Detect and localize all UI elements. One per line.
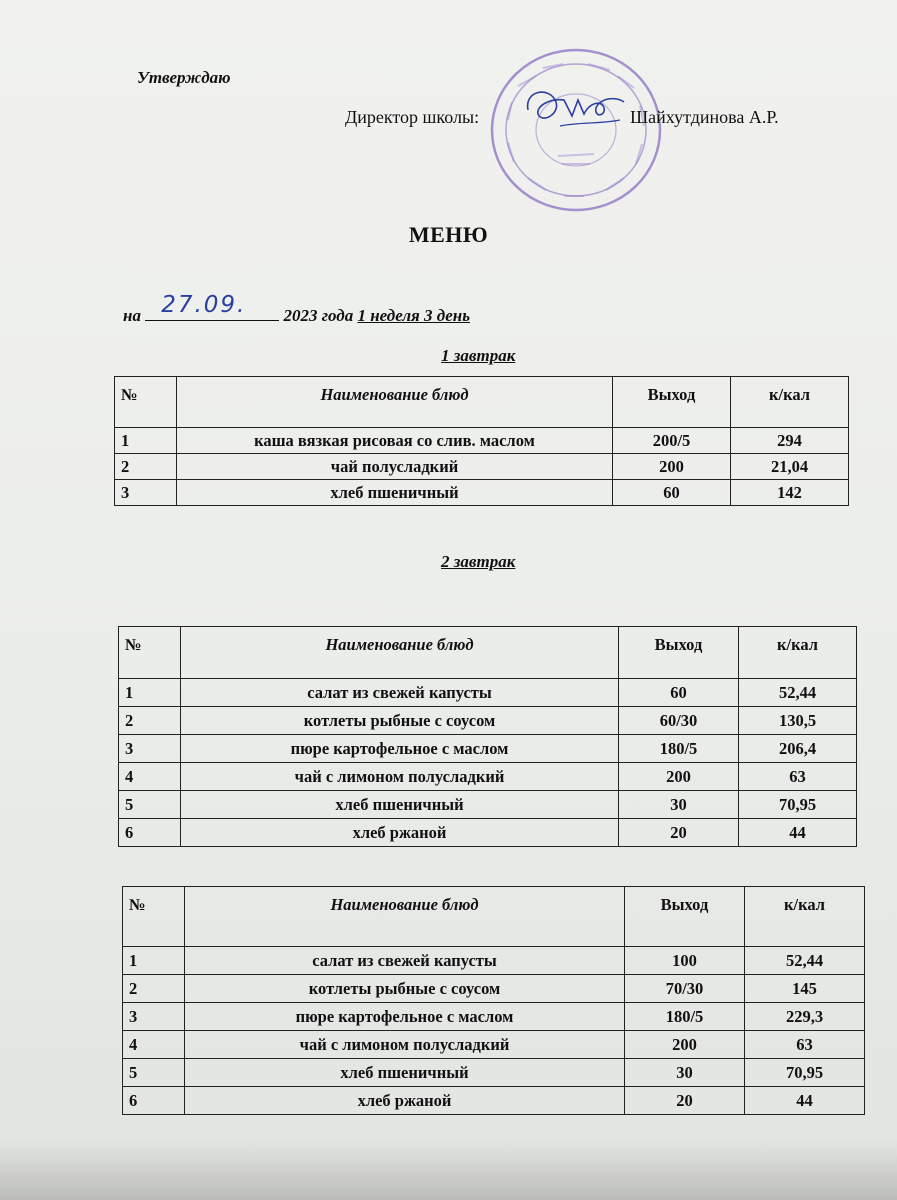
- table-header-row: [123, 887, 865, 947]
- row-kcal: 130,5: [739, 707, 857, 735]
- row-kcal: 294: [731, 428, 849, 454]
- row-kcal: 70,95: [745, 1059, 865, 1087]
- table-row: [115, 480, 849, 506]
- menu-table-breakfast-2: [118, 626, 857, 847]
- row-num: 1: [115, 428, 177, 454]
- row-kcal: 206,4: [739, 735, 857, 763]
- menu-table-breakfast-1: [114, 376, 849, 506]
- row-dish: хлеб ржаной: [185, 1087, 625, 1115]
- table-row: [123, 1059, 865, 1087]
- row-kcal: 142: [731, 480, 849, 506]
- row-kcal: 44: [739, 819, 857, 847]
- col-name-header: Наименование блюд: [177, 377, 613, 428]
- row-dish: чай полусладкий: [177, 454, 613, 480]
- menu-table-section-3: [122, 886, 865, 1115]
- table-row: [119, 735, 857, 763]
- row-num: 1: [123, 947, 185, 975]
- col-name-header: Наименование блюд: [181, 627, 619, 679]
- row-output: 200/5: [613, 428, 731, 454]
- row-dish: хлеб пшеничный: [181, 791, 619, 819]
- row-output: 200: [619, 763, 739, 791]
- row-dish: хлеб пшеничный: [185, 1059, 625, 1087]
- row-num: 4: [123, 1031, 185, 1059]
- row-kcal: 44: [745, 1087, 865, 1115]
- row-output: 20: [625, 1087, 745, 1115]
- row-num: 5: [123, 1059, 185, 1087]
- table-row: [123, 1087, 865, 1115]
- section-title-breakfast-2: 2 завтрак: [441, 552, 516, 571]
- row-dish: чай с лимоном полусладкий: [181, 763, 619, 791]
- row-dish: хлеб пшеничный: [177, 480, 613, 506]
- row-output: 200: [625, 1031, 745, 1059]
- row-dish: котлеты рыбные с соусом: [181, 707, 619, 735]
- director-name: Шайхутдинова А.Р.: [630, 107, 779, 127]
- col-kcal-header: к/кал: [731, 377, 849, 428]
- table-row: [123, 1003, 865, 1031]
- col-output-header: Выход: [625, 887, 745, 947]
- row-dish: пюре картофельное с маслом: [185, 1003, 625, 1031]
- col-kcal-header: к/кал: [739, 627, 857, 679]
- row-num: 6: [119, 819, 181, 847]
- table-row: [119, 707, 857, 735]
- col-kcal-header: к/кал: [745, 887, 865, 947]
- row-output: 60/30: [619, 707, 739, 735]
- row-num: 3: [123, 1003, 185, 1031]
- row-output: 30: [619, 791, 739, 819]
- row-kcal: 21,04: [731, 454, 849, 480]
- section-title-breakfast-1: 1 завтрак: [441, 346, 516, 365]
- row-num: 2: [115, 454, 177, 480]
- row-kcal: 63: [745, 1031, 865, 1059]
- table-row: [115, 454, 849, 480]
- row-output: 70/30: [625, 975, 745, 1003]
- row-num: 2: [119, 707, 181, 735]
- row-dish: салат из свежей капусты: [185, 947, 625, 975]
- director-label: Директор школы:: [345, 107, 480, 127]
- col-num-header: №: [115, 377, 177, 428]
- table-row: [115, 428, 849, 454]
- row-output: 200: [613, 454, 731, 480]
- row-kcal: 52,44: [745, 947, 865, 975]
- row-dish: чай с лимоном полусладкий: [185, 1031, 625, 1059]
- table-row: [119, 679, 857, 707]
- row-dish: хлеб ржаной: [181, 819, 619, 847]
- row-num: 6: [123, 1087, 185, 1115]
- row-kcal: 229,3: [745, 1003, 865, 1031]
- table-row: [119, 763, 857, 791]
- date-year: 2023 года: [283, 306, 354, 325]
- row-num: 3: [119, 735, 181, 763]
- table-row: [123, 947, 865, 975]
- col-output-header: Выход: [619, 627, 739, 679]
- table-row: [119, 791, 857, 819]
- table-header-row: [119, 627, 857, 679]
- row-dish: пюре картофельное с маслом: [181, 735, 619, 763]
- row-kcal: 52,44: [739, 679, 857, 707]
- row-num: 5: [119, 791, 181, 819]
- table-row: [123, 975, 865, 1003]
- row-dish: салат из свежей капусты: [181, 679, 619, 707]
- row-output: 30: [625, 1059, 745, 1087]
- date-handwritten: 27.09.: [161, 292, 247, 318]
- row-output: 180/5: [625, 1003, 745, 1031]
- week-day: 1 неделя 3 день: [357, 306, 470, 325]
- table-row: [123, 1031, 865, 1059]
- date-blank: [145, 292, 279, 321]
- row-dish: каша вязкая рисовая со слив. маслом: [177, 428, 613, 454]
- col-num-header: №: [119, 627, 181, 679]
- row-num: 1: [119, 679, 181, 707]
- col-name-header: Наименование блюд: [185, 887, 625, 947]
- signature-icon: [520, 80, 630, 140]
- row-output: 60: [613, 480, 731, 506]
- table-header-row: [115, 377, 849, 428]
- col-output-header: Выход: [613, 377, 731, 428]
- row-num: 3: [115, 480, 177, 506]
- row-output: 60: [619, 679, 739, 707]
- page-title: МЕНЮ: [408, 222, 489, 247]
- row-kcal: 63: [739, 763, 857, 791]
- col-num-header: №: [123, 887, 185, 947]
- row-kcal: 70,95: [739, 791, 857, 819]
- row-num: 2: [123, 975, 185, 1003]
- director-line: [345, 107, 779, 128]
- photo-shadow: [0, 1140, 897, 1200]
- date-prefix: на: [123, 306, 141, 325]
- row-num: 4: [119, 763, 181, 791]
- row-dish: котлеты рыбные с соусом: [185, 975, 625, 1003]
- date-line: [123, 292, 470, 326]
- row-output: 180/5: [619, 735, 739, 763]
- row-output: 100: [625, 947, 745, 975]
- row-kcal: 145: [745, 975, 865, 1003]
- table-row: [119, 819, 857, 847]
- approve-label: Утверждаю: [137, 68, 231, 87]
- row-output: 20: [619, 819, 739, 847]
